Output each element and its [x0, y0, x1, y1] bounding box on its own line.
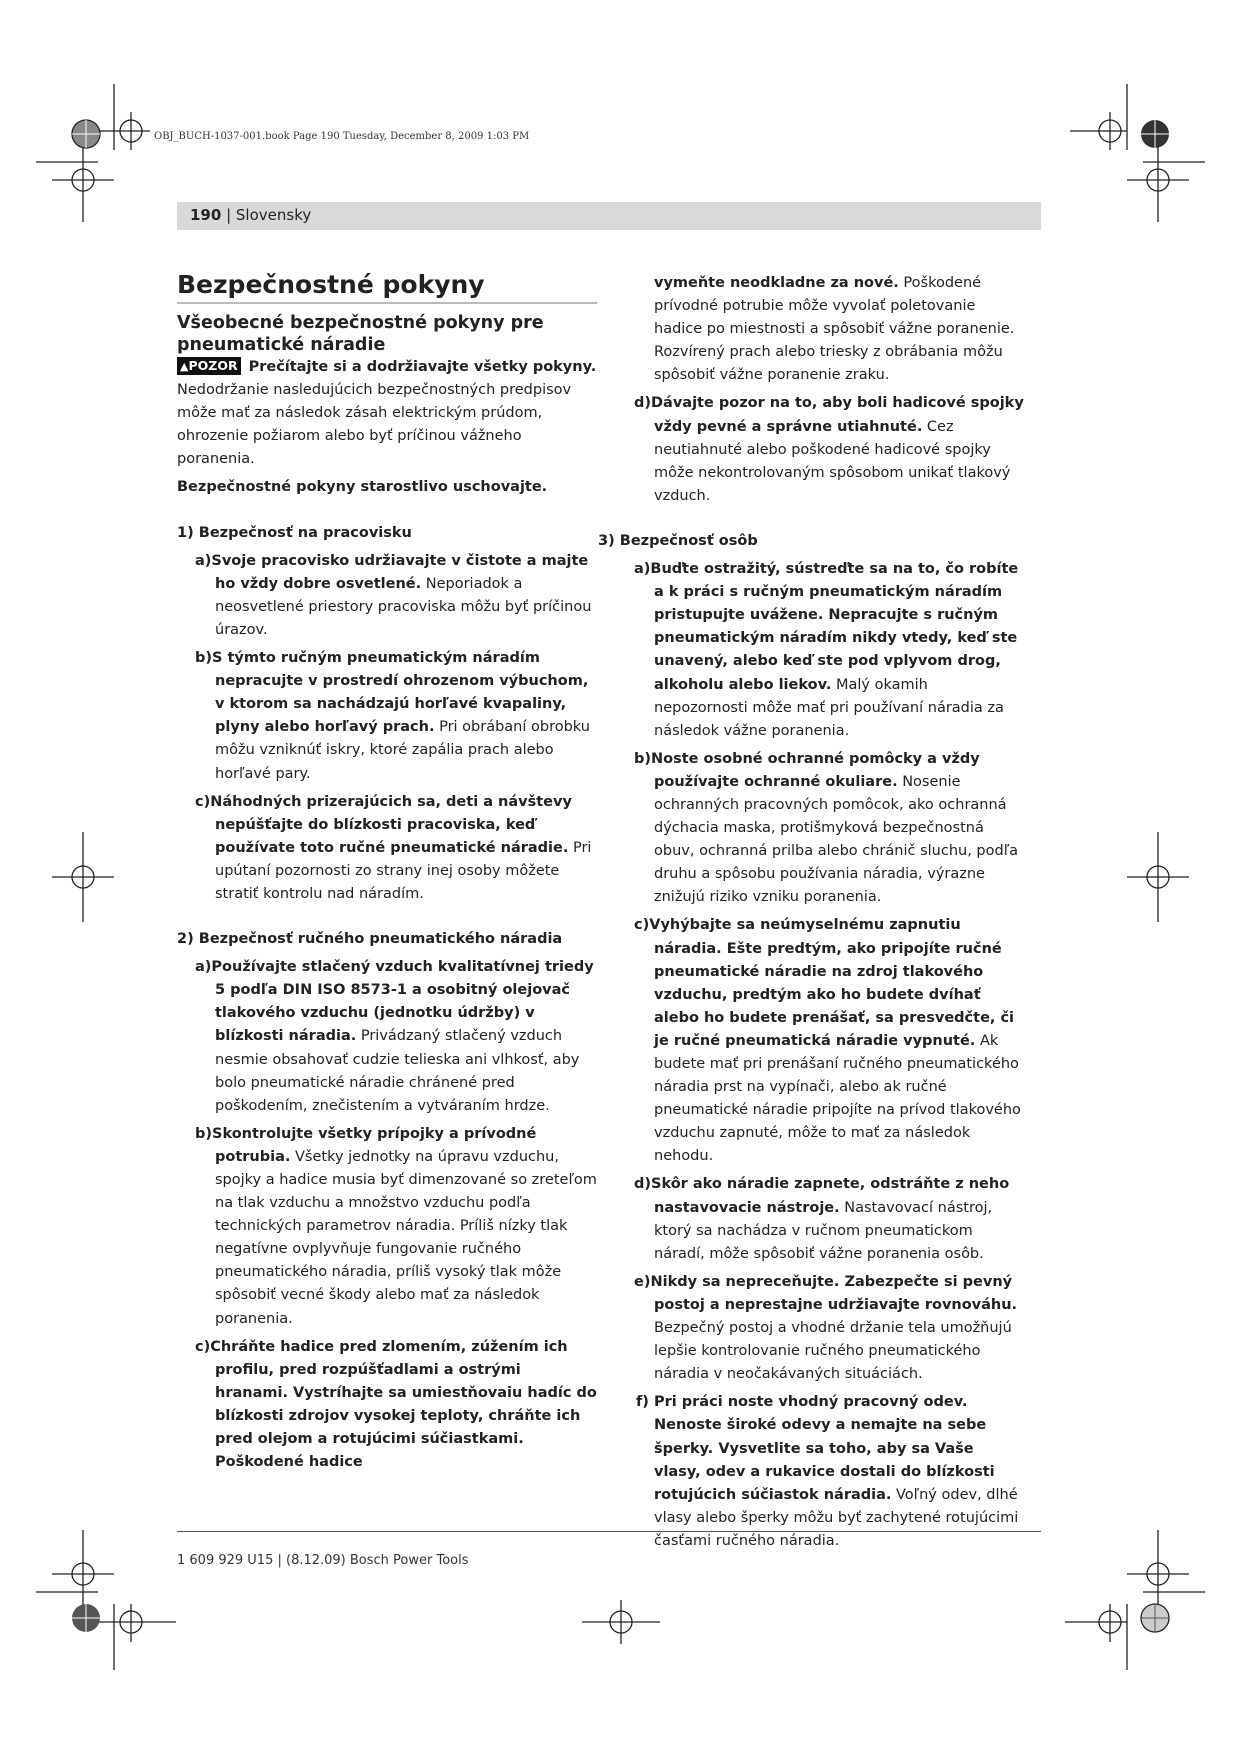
list-item-text: Cez neutiahnuté alebo poškodené hadicové spojky môže nekontrolovaným spôsobom unikať tlakový vzduch.: [654, 418, 1011, 504]
list-item-text: Neporiadok a neosvetlené priestory pracoviska môžu byť príčinou úrazov.: [215, 575, 592, 638]
list-item-3c: [598, 914, 1024, 1168]
list-item-bold: c)Náhodných prizerajúcich sa, deti a návštevy nepúšťajte do blízkosti pracoviska, keď používate toto ručné pneumatické náradie.: [195, 793, 572, 856]
crop-mark-bottom-center: [582, 1600, 660, 1644]
list-item-3e: [598, 1271, 1024, 1386]
list-item-3b: [598, 748, 1024, 910]
list-item-bold: d)Dávajte pozor na to, aby boli hadicové spojky vždy pevné a správne utiahnuté.: [634, 395, 1024, 435]
right-column: [598, 272, 1024, 1553]
crop-mark-top-left: [36, 84, 150, 222]
list-item-text: Pri upútaní pozornosti zo strany inej osoby môžete stratiť kontrolu nad náradím.: [215, 839, 592, 902]
list-item-text: Poškodené prívodné potrubie môže vyvolať poletovanie hadice po miestnosti a spôsobiť vážne poranenie. Rozvírený prach alebo triesky z obrábania môžu spôsobiť vážne poranenie zraku.: [654, 275, 1015, 384]
list-item-1b: [177, 647, 597, 786]
list-item-text: Nosenie ochranných pracovných pomôcok, ako ochranná dýchacia maska, protišmyková bezpečnostná obuv, ochranná prilba alebo chránič sluchu, podľa druhu a spôsobu používania náradia, výrazne znižujú riziko vzniku poranenia.: [654, 773, 1019, 906]
list-item-2c: [177, 1336, 597, 1475]
list-item-3d: [598, 1173, 1024, 1265]
section-heading-2: 2) Bezpečnosť ručného pneumatického náradia: [177, 931, 563, 948]
list-item-2c-continued: [598, 272, 1024, 387]
list-item-2a: [177, 956, 597, 1118]
page-header: [190, 206, 311, 225]
list-item-text: Všetky jednotky na úpravu vzduchu, spojky a hadice musia byť dimenzované so zreteľom na tlak vzduchu a množstvo vzduchu podľa technických parametrov náradia. Príliš nízky tlak negatívne ovplyvňuje fungovanie ručného pneumatického náradia, príliš vysoký tlak môže spôsobiť vecné škody alebo mať za následok poranenia.: [215, 1148, 597, 1327]
list-item-bold: d)Skôr ako náradie zapnete, odstráňte z neho nastavovacie nástroje.: [634, 1176, 1010, 1216]
list-item-text: Ak budete mať pri prenášaní ručného pneumatického náradia prst na vypínači, alebo ak ručné pneumatické náradie pripojíte na prívod tlakového vzduchu zapnuté, môže to mať za následok nehodu.: [654, 1032, 1021, 1165]
header-language: Slovensky: [235, 206, 312, 224]
list-item-bold: a)Používajte stlačený vzduch kvalitatívnej triedy 5 podľa DIN ISO 8573-1 a osobitný olejovač tlakového vzduchu (jednotku údržby) v blízkosti náradia.: [195, 959, 594, 1045]
warning-text: Nedodržanie nasledujúcich bezpečnostných predpisov môže mať za následok zásah elektrickým prúdom, ohrozenie požiarom alebo byť príčinou vážneho poranenia.: [177, 382, 572, 468]
crop-mark-bottom-right: [1065, 1530, 1205, 1670]
list-item-1c: [177, 791, 597, 906]
registration-target-top-right: [1141, 120, 1169, 148]
list-item-text: Privádzaný stlačený vzduch nesmie obsahovať cudzie telieska ani vlhkosť, aby bolo pneumatické náradie chránené pred poškodením, znečistením a vytváraním hrdze.: [215, 1028, 580, 1114]
registration-target-bottom-right: [1141, 1604, 1169, 1632]
list-item-2d: [598, 392, 1024, 507]
warning-paragraph: [177, 356, 597, 471]
list-item-2b: [177, 1123, 597, 1331]
registration-target-bottom-left: [72, 1604, 100, 1632]
footer-rule: [177, 1531, 1041, 1532]
list-item-bold: b)Noste osobné ochranné pomôcky a vždy používajte ochranné okuliare.: [634, 750, 980, 790]
list-item-text: Malý okamih nepozornosti môže mať pri používaní náradia za následok vážne poranenia.: [654, 676, 1004, 739]
header-separator: |: [221, 206, 236, 224]
left-column: [177, 268, 597, 1474]
crop-mark-bottom-left: [36, 1530, 176, 1670]
section-subtitle: Všeobecné bezpečnostné pokyny pre pneumatické náradie: [177, 313, 544, 355]
warning-bold: Prečítajte si a dodržiavajte všetky pokyny.: [248, 359, 597, 375]
subtitle-rule: [177, 302, 597, 304]
list-item-bold: b)S týmto ručným pneumatickým náradím nepracujte v prostredí ohrozenom výbuchom, v ktorom sa nachádzajú horľavé kvapaliny, plyny alebo horľavý prach.: [195, 650, 589, 736]
keep-instructions-note: Bezpečnostné pokyny starostlivo uschovajte.: [177, 479, 548, 496]
list-item-text: Bezpečný postoj a vhodné držanie tela umožňujú lepšie kontrolovanie ručného pneumatického náradia v neočakávaných situáciách.: [654, 1320, 1012, 1383]
section-heading-1: 1) Bezpečnosť na pracovisku: [177, 524, 412, 541]
list-item-bold: b)Skontrolujte všetky prípojky a prívodné potrubia.: [195, 1125, 537, 1165]
list-item-bold: a)Buďte ostražitý, sústreďte sa na to, čo robíte a k práci s ručným pneumatickým náradím pristupujte uvážene. Nepracujte s ručným pneumatickým náradím nikdy vtedy, keď ste unavený, alebo keď ste pod vplyvom drog, alkoholu alebo liekov.: [634, 561, 1019, 693]
crop-mark-top-right: [1070, 84, 1205, 222]
list-item-bold: e)Nikdy sa nepreceňujte. Zabezpečte si pevný postoj a neprestajne udržiavajte rovnováhu.: [634, 1273, 1018, 1313]
page-number: 190: [190, 206, 222, 224]
crop-mark-middle-right: [1127, 832, 1189, 922]
list-item-text: Voľný odev, dlhé vlasy alebo šperky môžu byť zachytené rotujúcimi časťami ručného náradia.: [654, 1486, 1019, 1549]
print-slug: OBJ_BUCH-1037-001.book Page 190 Tuesday, December 8, 2009 1:03 PM: [154, 131, 530, 142]
list-item-3a: [598, 558, 1024, 743]
warning-badge: [177, 357, 241, 375]
warning-triangle-icon: ▲: [180, 360, 189, 373]
list-item-text: Nastavovací nástroj, ktorý sa nachádza v ručnom pneumatickom náradí, môže spôsobiť vážne poranenia osôb.: [654, 1199, 993, 1262]
page-footer: 1 609 929 U15 | (8.12.09) Bosch Power Tools: [177, 1553, 469, 1568]
list-item-bold: vymeňte neodkladne za nové.: [654, 275, 899, 291]
section-heading-3: 3) Bezpečnosť osôb: [598, 532, 758, 549]
list-item-text: Pri obrábaní obrobku môžu vzniknúť iskry, ktoré zapália prach alebo horľavé pary.: [215, 719, 590, 782]
list-item-bold: f) Pri práci noste vhodný pracovný odev. Nenoste široké odevy a nemajte na sebe šperky. Vysvetlite sa toho, aby sa Vaše vlasy, odev a rukavice dostali do blízkosti rotujúcich súčiastok náradia.: [636, 1394, 995, 1503]
registration-target-top-left: [72, 120, 100, 148]
warning-badge-label: POZOR: [188, 358, 238, 373]
list-item-3f: [598, 1391, 1024, 1553]
list-item-bold: c)Vyhýbajte sa neúmyselnému zapnutiu náradia. Ešte predtým, ako pripojíte ručné pneumatické náradie na zdroj tlakového vzduchu, predtým ako ho budete dvíhať alebo ho budete prenášať, sa presvedčte, či je ručné pneumatická náradie vypnuté.: [634, 917, 1015, 1049]
crop-mark-middle-left: [52, 832, 114, 922]
list-item-bold: a)Svoje pracovisko udržiavajte v čistote a majte ho vždy dobre osvetlené.: [195, 552, 589, 592]
list-item-1a: [177, 550, 597, 642]
page-title: Bezpečnostné pokyny: [177, 270, 485, 299]
list-item-bold: c)Chráňte hadice pred zlomením, zúžením ich profilu, pred rozpúšťadlami a ostrými hranami. Vystríhajte sa umiestňovaiu hadíc do blízkosti zdrojov vysokej teploty, chráňte ich pred olejom a rotujúcimi súčiastkami. Poškodené hadice: [195, 1338, 597, 1471]
